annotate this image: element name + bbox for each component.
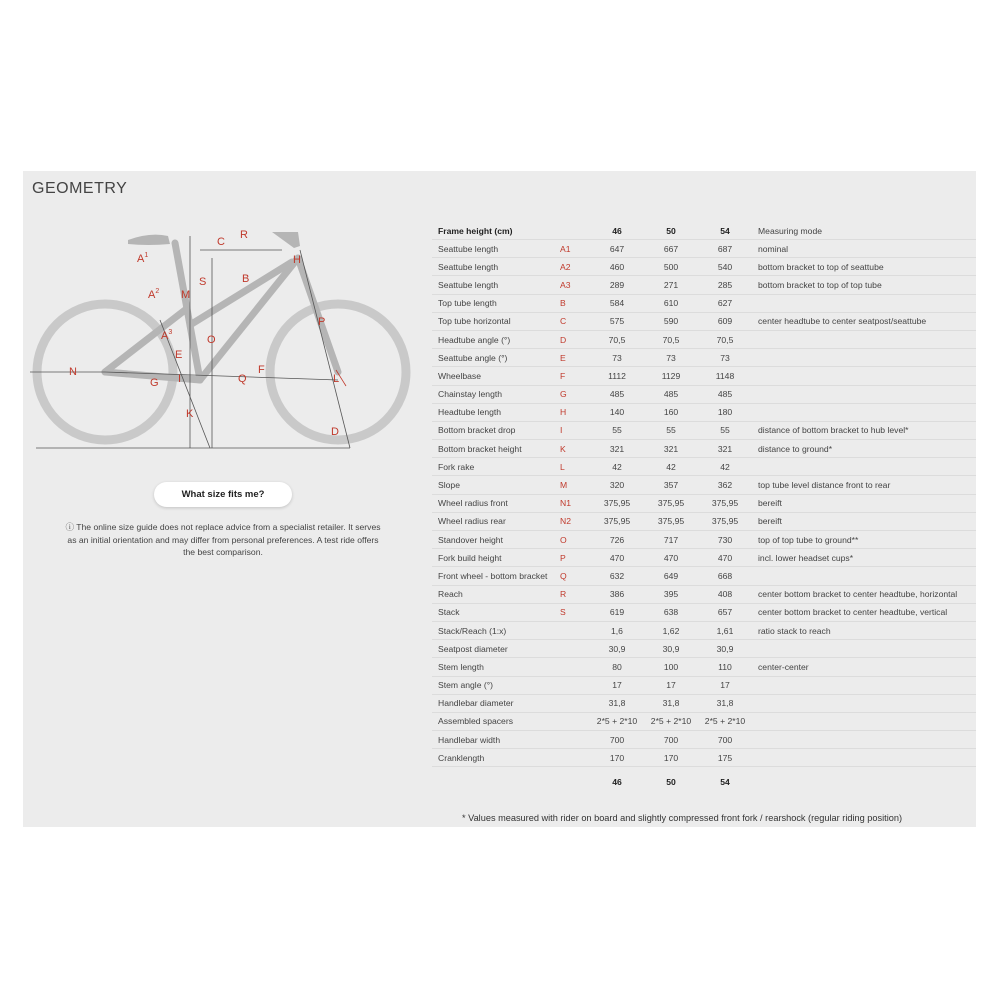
row-note: distance to ground* — [752, 440, 976, 458]
row-value: 375,95 — [590, 512, 644, 530]
row-key: M — [560, 476, 590, 494]
row-value: 2*5 + 2*10 — [698, 712, 752, 730]
row-note — [752, 294, 976, 312]
row-value: 110 — [698, 658, 752, 676]
header-size-46: 46 — [590, 222, 644, 240]
row-value: 73 — [644, 349, 698, 367]
row-name: Top tube horizontal — [432, 312, 560, 330]
row-value: 375,95 — [644, 494, 698, 512]
row-key: H — [560, 403, 590, 421]
row-name: Chainstay length — [432, 385, 560, 403]
row-value: 70,5 — [590, 330, 644, 348]
row-note: distance of bottom bracket to hub level* — [752, 421, 976, 439]
row-value: 408 — [698, 585, 752, 603]
svg-text:E: E — [175, 349, 183, 361]
footnote: * Values measured with rider on board and slightly compressed front fork / rearshock (regular riding position) — [462, 813, 903, 823]
row-note — [752, 330, 976, 348]
row-value: 30,9 — [590, 640, 644, 658]
row-value: 17 — [698, 676, 752, 694]
row-name: Stack — [432, 603, 560, 621]
table-row — [432, 494, 976, 512]
footer-key — [560, 767, 590, 798]
row-note: bereift — [752, 512, 976, 530]
table-row — [432, 421, 976, 439]
saddle — [128, 235, 170, 245]
row-name: Top tube length — [432, 294, 560, 312]
row-key: C — [560, 312, 590, 330]
row-note: top of top tube to ground** — [752, 531, 976, 549]
row-key: A2 — [560, 258, 590, 276]
row-name: Reach — [432, 585, 560, 603]
row-value: 590 — [644, 312, 698, 330]
footer-size: 46 — [612, 777, 622, 788]
table-footer-row — [432, 767, 976, 798]
row-value: 575 — [590, 312, 644, 330]
header-measuring-mode: Measuring mode — [752, 222, 976, 240]
header-size-50: 50 — [644, 222, 698, 240]
header-size-54: 54 — [698, 222, 752, 240]
row-value: 70,5 — [644, 330, 698, 348]
footer-size: 50 — [666, 777, 676, 788]
row-key: N2 — [560, 512, 590, 530]
svg-text:M: M — [181, 289, 191, 301]
row-value: 42 — [698, 458, 752, 476]
row-name: Bottom bracket drop — [432, 421, 560, 439]
row-key — [560, 658, 590, 676]
row-key: G — [560, 385, 590, 403]
row-name: Slope — [432, 476, 560, 494]
top-tube — [190, 262, 292, 325]
row-value: 160 — [644, 403, 698, 421]
table-row — [432, 749, 976, 767]
row-name: Headtube angle (°) — [432, 330, 560, 348]
geometry-table — [432, 222, 976, 797]
row-name: Cranklength — [432, 749, 560, 767]
row-note — [752, 349, 976, 367]
row-name: Stem angle (°) — [432, 676, 560, 694]
row-value: 1,62 — [644, 621, 698, 639]
row-key: R — [560, 585, 590, 603]
row-key: K — [560, 440, 590, 458]
row-value: 375,95 — [590, 494, 644, 512]
row-value: 470 — [590, 549, 644, 567]
table-row — [432, 603, 976, 621]
row-value: 657 — [698, 603, 752, 621]
table-row — [432, 585, 976, 603]
row-note: incl. lower headset cups* — [752, 549, 976, 567]
table-row — [432, 312, 976, 330]
size-guide-disclaimer: ⓘ The online size guide does not replace advice from a specialist retailer. It serves as an initial orientation and may differ from personal preferences. A test ride offers the best comparison. — [65, 522, 381, 557]
row-value: 584 — [590, 294, 644, 312]
row-note — [752, 385, 976, 403]
svg-text:A3: $A^3$ — [161, 329, 173, 342]
row-value: 73 — [698, 349, 752, 367]
row-note — [752, 676, 976, 694]
table-row — [432, 694, 976, 712]
row-key: I — [560, 421, 590, 439]
row-value: 31,8 — [644, 694, 698, 712]
row-value: 362 — [698, 476, 752, 494]
row-value: 289 — [590, 276, 644, 294]
row-note — [752, 640, 976, 658]
row-value: 470 — [698, 549, 752, 567]
table-row — [432, 440, 976, 458]
row-value: 717 — [644, 531, 698, 549]
svg-text:S: S — [199, 276, 207, 288]
row-name: Standover height — [432, 531, 560, 549]
row-name: Stem length — [432, 658, 560, 676]
svg-text:B: B — [242, 273, 250, 285]
row-note: bottom bracket to top of top tube — [752, 276, 976, 294]
row-value: 485 — [698, 385, 752, 403]
row-value: 321 — [590, 440, 644, 458]
row-value: 17 — [590, 676, 644, 694]
svg-text:R: R — [240, 229, 248, 241]
row-key: N1 — [560, 494, 590, 512]
row-key — [560, 749, 590, 767]
svg-text:P: P — [318, 316, 326, 328]
table-row — [432, 712, 976, 730]
svg-text:G: G — [150, 377, 159, 389]
row-value: 2*5 + 2*10 — [644, 712, 698, 730]
row-key — [560, 676, 590, 694]
row-key — [560, 694, 590, 712]
table-row — [432, 476, 976, 494]
row-value: 726 — [590, 531, 644, 549]
row-name: Seattube length — [432, 258, 560, 276]
row-value: 1129 — [644, 367, 698, 385]
row-value: 540 — [698, 258, 752, 276]
row-key: A3 — [560, 276, 590, 294]
row-value: 1148 — [698, 367, 752, 385]
footer-size: 54 — [720, 777, 730, 788]
row-note — [752, 567, 976, 585]
row-key: B — [560, 294, 590, 312]
row-key — [560, 640, 590, 658]
row-value: 320 — [590, 476, 644, 494]
row-name: Front wheel - bottom bracket — [432, 567, 560, 585]
bike-geometry-diagram — [28, 222, 420, 458]
row-note: center bottom bracket to center headtube, vertical — [752, 603, 976, 621]
row-key: O — [560, 531, 590, 549]
svg-text:F: F — [258, 364, 265, 376]
row-key — [560, 621, 590, 639]
row-value: 700 — [590, 731, 644, 749]
table-row — [432, 240, 976, 258]
table-row — [432, 294, 976, 312]
row-key: E — [560, 349, 590, 367]
row-value: 619 — [590, 603, 644, 621]
row-key: L — [560, 458, 590, 476]
row-value: 700 — [698, 731, 752, 749]
what-size-fits-me-button[interactable]: What size fits me? — [154, 482, 292, 507]
svg-text:D: D — [331, 426, 339, 438]
row-name: Seatpost diameter — [432, 640, 560, 658]
row-value: 609 — [698, 312, 752, 330]
table-row — [432, 731, 976, 749]
row-value: 73 — [590, 349, 644, 367]
row-name: Wheelbase — [432, 367, 560, 385]
row-value: 285 — [698, 276, 752, 294]
row-note — [752, 458, 976, 476]
row-key: Q — [560, 567, 590, 585]
row-value: 2*5 + 2*10 — [590, 712, 644, 730]
row-note — [752, 694, 976, 712]
row-name: Wheel radius rear — [432, 512, 560, 530]
row-value: 30,9 — [644, 640, 698, 658]
header-key — [560, 222, 590, 240]
table-row — [432, 531, 976, 549]
row-name: Seattube length — [432, 276, 560, 294]
row-value: 42 — [644, 458, 698, 476]
table-row — [432, 349, 976, 367]
row-key: D — [560, 330, 590, 348]
row-name: Assembled spacers — [432, 712, 560, 730]
row-name: Headtube length — [432, 403, 560, 421]
row-value: 386 — [590, 585, 644, 603]
row-value: 395 — [644, 585, 698, 603]
row-value: 357 — [644, 476, 698, 494]
row-note: bereift — [752, 494, 976, 512]
row-note — [752, 403, 976, 421]
row-note — [752, 367, 976, 385]
row-note: bottom bracket to top of seattube — [752, 258, 976, 276]
row-value: 170 — [644, 749, 698, 767]
row-key: P — [560, 549, 590, 567]
table-row — [432, 385, 976, 403]
row-name: Bottom bracket height — [432, 440, 560, 458]
row-value: 485 — [644, 385, 698, 403]
table-row — [432, 658, 976, 676]
table-row — [432, 640, 976, 658]
row-value: 700 — [644, 731, 698, 749]
row-value: 632 — [590, 567, 644, 585]
row-value: 140 — [590, 403, 644, 421]
row-value: 55 — [590, 421, 644, 439]
row-name: Handlebar diameter — [432, 694, 560, 712]
table-row — [432, 676, 976, 694]
row-key: S — [560, 603, 590, 621]
row-note: center bottom bracket to center headtube, horizontal — [752, 585, 976, 603]
row-value: 667 — [644, 240, 698, 258]
row-value: 638 — [644, 603, 698, 621]
row-note — [752, 749, 976, 767]
row-note: nominal — [752, 240, 976, 258]
header-frame-height: Frame height (cm) — [432, 222, 560, 240]
row-value: 470 — [644, 549, 698, 567]
row-value: 175 — [698, 749, 752, 767]
row-value: 1112 — [590, 367, 644, 385]
row-name: Handlebar width — [432, 731, 560, 749]
table-row — [432, 549, 976, 567]
svg-text:Q: Q — [238, 373, 247, 385]
row-value: 321 — [644, 440, 698, 458]
row-value: 170 — [590, 749, 644, 767]
row-value: 649 — [644, 567, 698, 585]
row-note — [752, 712, 976, 730]
table-row — [432, 276, 976, 294]
table-row — [432, 258, 976, 276]
table-row — [432, 458, 976, 476]
row-value: 375,95 — [698, 512, 752, 530]
svg-text:N: N — [69, 366, 77, 378]
svg-text:I: I — [178, 373, 182, 385]
footer-note — [752, 767, 976, 798]
svg-text:A2: $A^2$ — [148, 288, 160, 301]
svg-text:O: O — [207, 334, 216, 346]
table-row — [432, 403, 976, 421]
row-value: 55 — [644, 421, 698, 439]
table-row — [432, 330, 976, 348]
row-name: Seattube length — [432, 240, 560, 258]
row-key: A1 — [560, 240, 590, 258]
row-value: 668 — [698, 567, 752, 585]
svg-text:L: L — [333, 373, 340, 385]
row-value: 31,8 — [698, 694, 752, 712]
row-value: 30,9 — [698, 640, 752, 658]
row-key — [560, 712, 590, 730]
row-value: 610 — [644, 294, 698, 312]
row-note: top tube level distance front to rear — [752, 476, 976, 494]
row-value: 687 — [698, 240, 752, 258]
row-name: Fork rake — [432, 458, 560, 476]
row-note — [752, 731, 976, 749]
row-value: 31,8 — [590, 694, 644, 712]
row-value: 500 — [644, 258, 698, 276]
row-value: 180 — [698, 403, 752, 421]
row-value: 1,61 — [698, 621, 752, 639]
row-value: 42 — [590, 458, 644, 476]
row-note: ratio stack to reach — [752, 621, 976, 639]
row-value: 460 — [590, 258, 644, 276]
svg-text:C: C — [217, 236, 225, 248]
row-value: 375,95 — [698, 494, 752, 512]
table-row — [432, 367, 976, 385]
row-value: 647 — [590, 240, 644, 258]
row-value: 80 — [590, 658, 644, 676]
row-note: center-center — [752, 658, 976, 676]
row-value: 70,5 — [698, 330, 752, 348]
row-name: Seattube angle (°) — [432, 349, 560, 367]
handlebar — [272, 232, 300, 248]
svg-text:H: H — [293, 254, 301, 266]
row-value: 100 — [644, 658, 698, 676]
row-value: 375,95 — [644, 512, 698, 530]
row-value: 485 — [590, 385, 644, 403]
page-title: GEOMETRY — [32, 180, 128, 197]
table-row — [432, 621, 976, 639]
row-name: Wheel radius front — [432, 494, 560, 512]
row-value: 271 — [644, 276, 698, 294]
row-value: 17 — [644, 676, 698, 694]
svg-text:K: K — [186, 408, 194, 420]
svg-text:A1: $A^1$ — [137, 252, 149, 265]
table-row — [432, 512, 976, 530]
row-name: Stack/Reach (1:x) — [432, 621, 560, 639]
row-name: Fork build height — [432, 549, 560, 567]
table-header-row — [432, 222, 976, 240]
row-value: 55 — [698, 421, 752, 439]
row-value: 730 — [698, 531, 752, 549]
row-value: 321 — [698, 440, 752, 458]
row-key: F — [560, 367, 590, 385]
table-row — [432, 567, 976, 585]
row-value: 627 — [698, 294, 752, 312]
row-note: center headtube to center seatpost/seattube — [752, 312, 976, 330]
row-key — [560, 731, 590, 749]
footer-spacer — [432, 767, 560, 798]
row-value: 1,6 — [590, 621, 644, 639]
